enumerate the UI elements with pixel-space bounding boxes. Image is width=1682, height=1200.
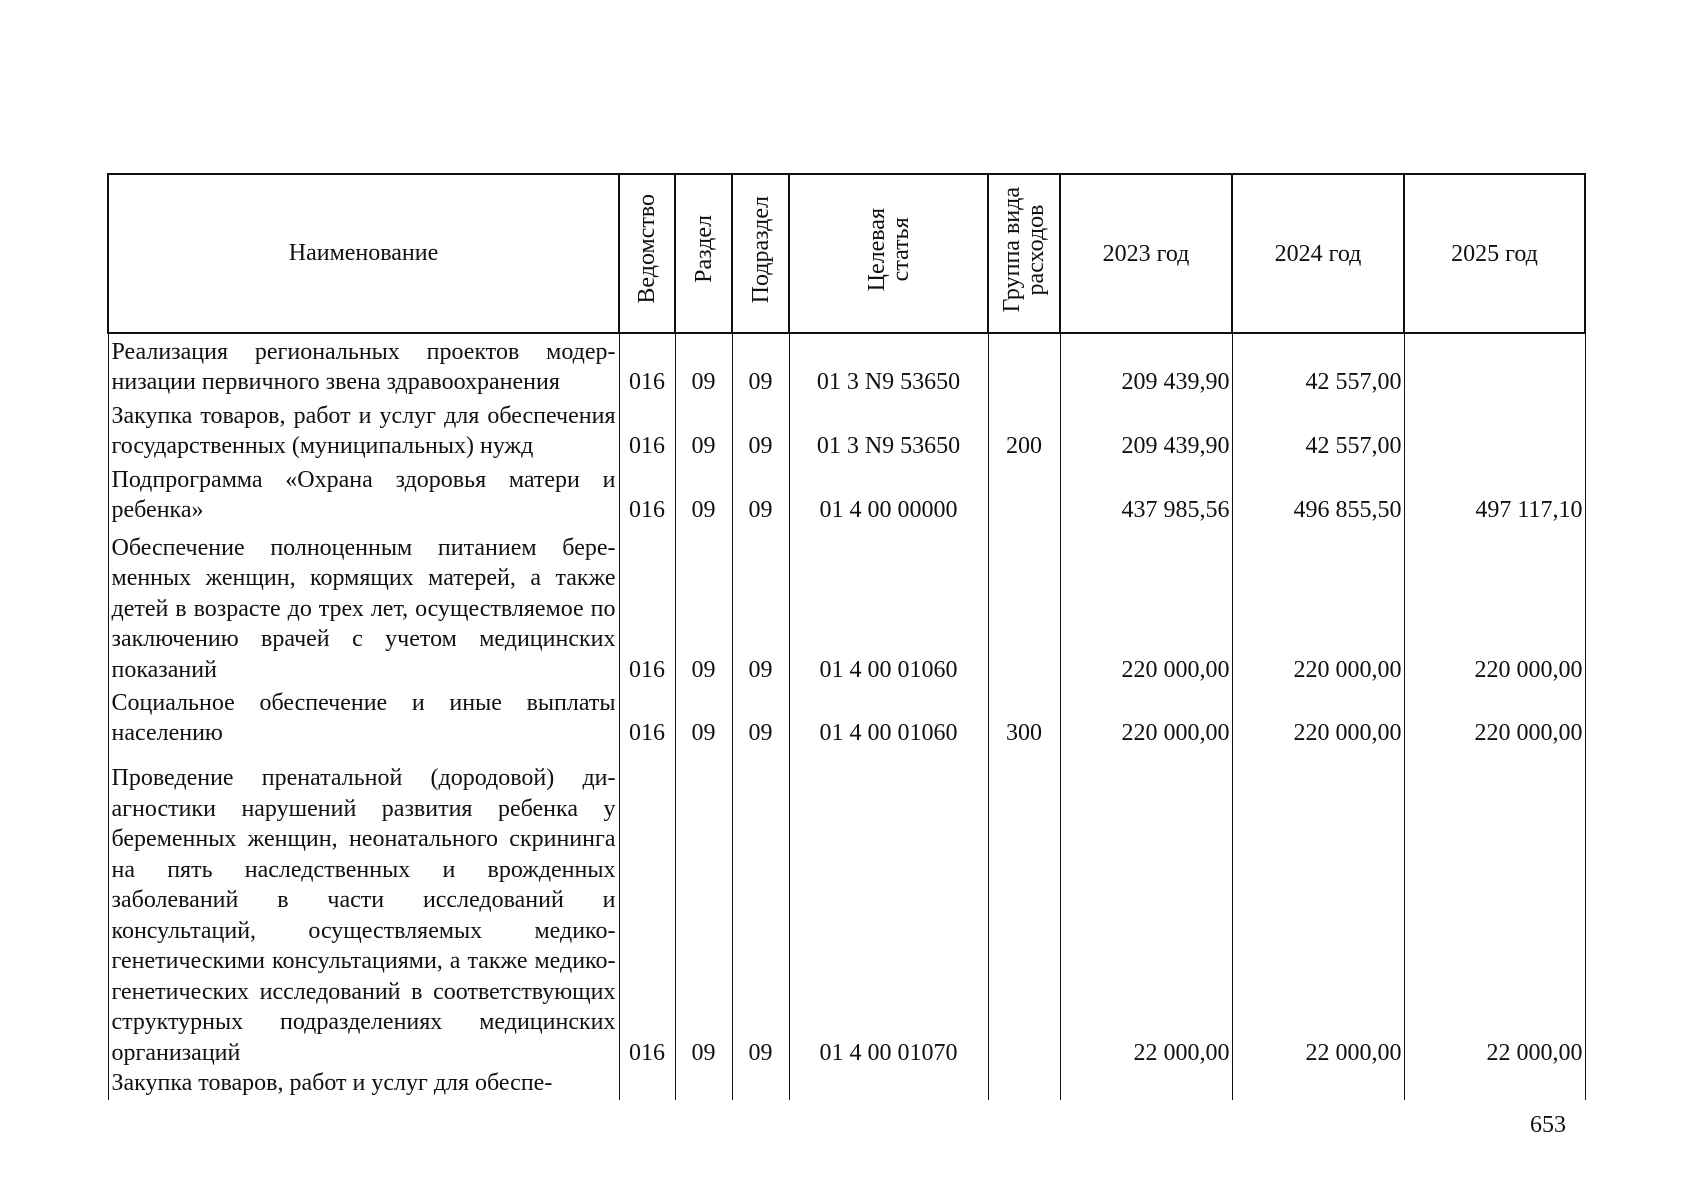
row-section: 09 (675, 526, 732, 686)
row-name: Социальное обеспечение и иные выплаты населению (108, 685, 619, 749)
row-section: 09 (675, 462, 732, 526)
header-year-2024-label: 2024 год (1274, 240, 1362, 267)
row-amount-2024: 22 000,00 (1232, 749, 1404, 1068)
row-department: 016 (619, 462, 675, 526)
row-amount-2024: 496 855,50 (1232, 462, 1404, 526)
row-name: Обеспечение полноценным питанием беременных женщин, кормящих матерей, а также детей в возрасте до трех лет, осуществляемое по заключению врачей с учетом медицинских показаний (108, 526, 619, 686)
header-subsection-label: Подраздел (747, 195, 774, 303)
header-name-label: Наименование (288, 240, 439, 267)
header-expense-group-label (1000, 187, 1048, 312)
row-subsection: 09 (732, 462, 789, 526)
header-year-2023 (1060, 174, 1232, 333)
row-amount-2025 (1404, 1068, 1585, 1100)
header-year-2025 (1404, 174, 1585, 333)
row-expense-group: 300 (988, 685, 1060, 749)
header-target-article-line1: Целевая (863, 207, 890, 291)
row-target-article: 01 4 00 01060 (789, 526, 988, 686)
row-target-article: 01 3 N9 53650 (789, 333, 988, 398)
table-row (108, 462, 1585, 526)
table-row (108, 1068, 1585, 1100)
header-department (619, 174, 675, 333)
row-amount-2024: 42 557,00 (1232, 398, 1404, 462)
header-section (675, 174, 732, 333)
row-subsection: 09 (732, 398, 789, 462)
row-target-article: 01 4 00 01070 (789, 749, 988, 1068)
row-target-article: 01 4 00 01060 (789, 685, 988, 749)
row-expense-group (988, 749, 1060, 1068)
table-row (108, 398, 1585, 462)
row-target-article (789, 1068, 988, 1100)
header-target-article-line2: статья (887, 217, 914, 282)
row-amount-2025: 220 000,00 (1404, 685, 1585, 749)
budget-table (107, 173, 1586, 1100)
row-amount-2023 (1060, 1068, 1232, 1100)
row-amount-2023: 209 439,90 (1060, 398, 1232, 462)
row-amount-2025: 22 000,00 (1404, 749, 1585, 1068)
row-amount-2023: 220 000,00 (1060, 685, 1232, 749)
row-amount-2024: 42 557,00 (1232, 333, 1404, 398)
header-expense-group-line2: расходов (1023, 203, 1049, 295)
row-section (675, 1068, 732, 1100)
row-section: 09 (675, 398, 732, 462)
row-amount-2024: 220 000,00 (1232, 685, 1404, 749)
row-subsection: 09 (732, 749, 789, 1068)
row-amount-2023: 209 439,90 (1060, 333, 1232, 398)
table-row (108, 749, 1585, 1068)
header-year-2023-label: 2023 год (1102, 240, 1190, 267)
row-department: 016 (619, 398, 675, 462)
row-amount-2024 (1232, 1068, 1404, 1100)
row-expense-group: 200 (988, 398, 1060, 462)
table-row (108, 685, 1585, 749)
table-header-row (108, 174, 1585, 333)
row-expense-group (988, 1068, 1060, 1100)
header-department-label: Ведомство (634, 194, 660, 305)
row-department: 016 (619, 749, 675, 1068)
row-amount-2025: 497 117,10 (1404, 462, 1585, 526)
row-department (619, 1068, 675, 1100)
page-number: 653 (1530, 1112, 1566, 1138)
row-target-article: 01 4 00 00000 (789, 462, 988, 526)
header-expense-group (988, 174, 1060, 333)
row-amount-2025: 220 000,00 (1404, 526, 1585, 686)
row-expense-group (988, 333, 1060, 398)
row-name: Закупка товаров, работ и услуг для обеспе- (108, 1068, 619, 1100)
row-expense-group (988, 526, 1060, 686)
row-name: Подпрограмма «Охрана здоровья матери и ребенка» (108, 462, 619, 526)
header-target-article-label (865, 208, 913, 291)
row-name: Реализация региональных проектов модернизации первичного звена здравоохранения (108, 333, 619, 398)
row-section: 09 (675, 333, 732, 398)
header-expense-group-line1: Группа вида (999, 186, 1025, 312)
row-amount-2023: 437 985,56 (1060, 462, 1232, 526)
row-name: Проведение пренатальной (дородовой) диагностики нарушений развития ребенка у беременных женщин, неонатального скрининга на пять наследственных и врожденных заболеваний в части исследований и консультаций, осуществляемых медико-генетическими консультациями, а также медико-генетических исследований в соответствующих структурных подразделениях медицинских организаций (108, 749, 619, 1068)
row-target-article: 01 3 N9 53650 (789, 398, 988, 462)
header-target-article (789, 174, 988, 333)
table-row (108, 333, 1585, 398)
row-amount-2023: 220 000,00 (1060, 526, 1232, 686)
header-year-2024 (1232, 174, 1404, 333)
header-section-label: Раздел (690, 215, 717, 284)
row-amount-2025 (1404, 398, 1585, 462)
row-expense-group (988, 462, 1060, 526)
header-year-2025-label: 2025 год (1451, 240, 1538, 267)
row-department: 016 (619, 685, 675, 749)
row-amount-2025 (1404, 333, 1585, 398)
row-department: 016 (619, 526, 675, 686)
row-subsection: 09 (732, 685, 789, 749)
header-subsection (732, 174, 789, 333)
row-section: 09 (675, 749, 732, 1068)
row-subsection: 09 (732, 526, 789, 686)
row-amount-2024: 220 000,00 (1232, 526, 1404, 686)
table-row (108, 526, 1585, 686)
header-name (108, 174, 619, 333)
row-section: 09 (675, 685, 732, 749)
row-subsection: 09 (732, 333, 789, 398)
row-department: 016 (619, 333, 675, 398)
row-subsection (732, 1068, 789, 1100)
row-amount-2023: 22 000,00 (1060, 749, 1232, 1068)
row-name: Закупка товаров, работ и услуг для обеспечения государственных (муниципальных) нужд (108, 398, 619, 462)
